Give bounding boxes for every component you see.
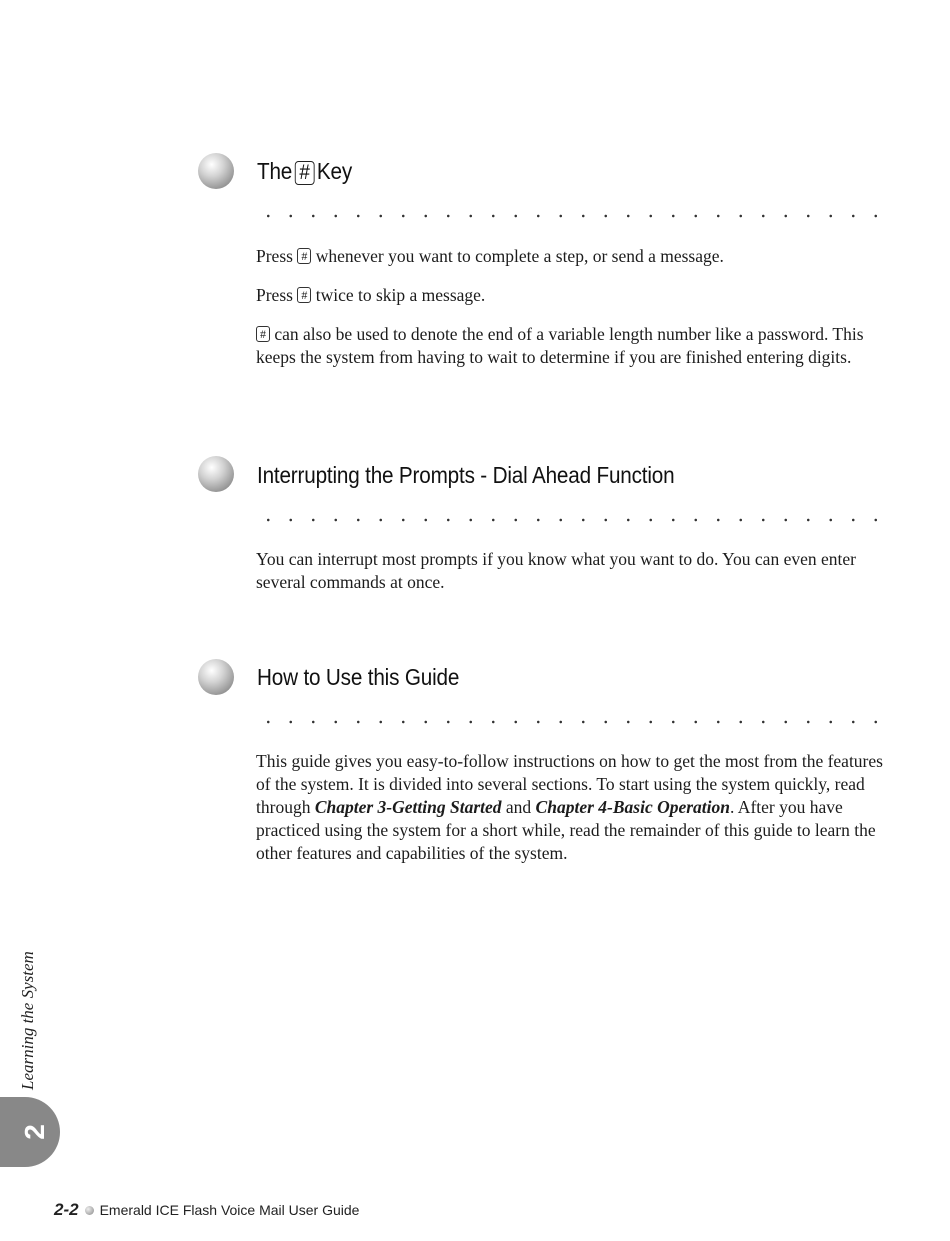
chapter-reference: Chapter 4-Basic Operation (535, 797, 731, 817)
section-heading-how-to-use: How to Use this Guide (257, 664, 460, 690)
dotted-divider (257, 214, 887, 218)
heading-text: Key (316, 158, 353, 184)
paragraph-text: Press (256, 246, 293, 266)
paragraph-text: and (505, 797, 532, 817)
page-footer (54, 1200, 359, 1220)
document-title: Emerald ICE Flash Voice Mail User Guide (99, 1202, 360, 1218)
page-number: 2-2 (54, 1200, 79, 1219)
paragraph (256, 323, 896, 369)
paragraph-text: whenever you want to complete a step, or send a message. (315, 246, 724, 266)
section-bullet-icon (198, 659, 234, 695)
paragraph: You can interrupt most prompts if you know what you want to do. You can even enter several commands at once. (256, 549, 856, 592)
section-heading-hash-key (257, 158, 352, 185)
paragraph-text: twice to skip a message. (315, 285, 486, 305)
footer-bullet-icon (85, 1206, 94, 1215)
dotted-divider (257, 518, 887, 522)
heading-text: The (257, 158, 293, 184)
section-heading-interrupting: Interrupting the Prompts - Dial Ahead Function (257, 462, 675, 488)
paragraph (256, 284, 896, 307)
section-bullet-icon (198, 153, 234, 189)
chapter-reference: Chapter 3-Getting Started (314, 797, 502, 817)
hash-key-icon: # (256, 326, 270, 342)
paragraph (256, 750, 896, 865)
hash-key-icon: # (297, 287, 311, 303)
paragraph-text: . After you have practiced using the system for a short while, read the remainder of this guide to learn the other features and capabilities of the system. (256, 797, 876, 863)
chapter-number: 2 (19, 1124, 50, 1140)
paragraph-text: This guide gives you easy-to-follow instructions on how to get the most from the features of the system. It is divided into several sections. To start using the system quickly, read through (256, 751, 883, 817)
paragraph (256, 245, 896, 268)
section-bullet-icon (198, 456, 234, 492)
hash-key-icon: # (297, 248, 311, 264)
dotted-divider (257, 720, 887, 724)
hash-key-icon: # (295, 161, 314, 185)
paragraph-text: can also be used to denote the end of a variable length number like a password. This keeps the system from having to wait to determine if you are finished entering digits. (256, 324, 864, 367)
chapter-side-label: Learning the System (18, 951, 37, 1090)
paragraph-text: Press (256, 285, 293, 305)
